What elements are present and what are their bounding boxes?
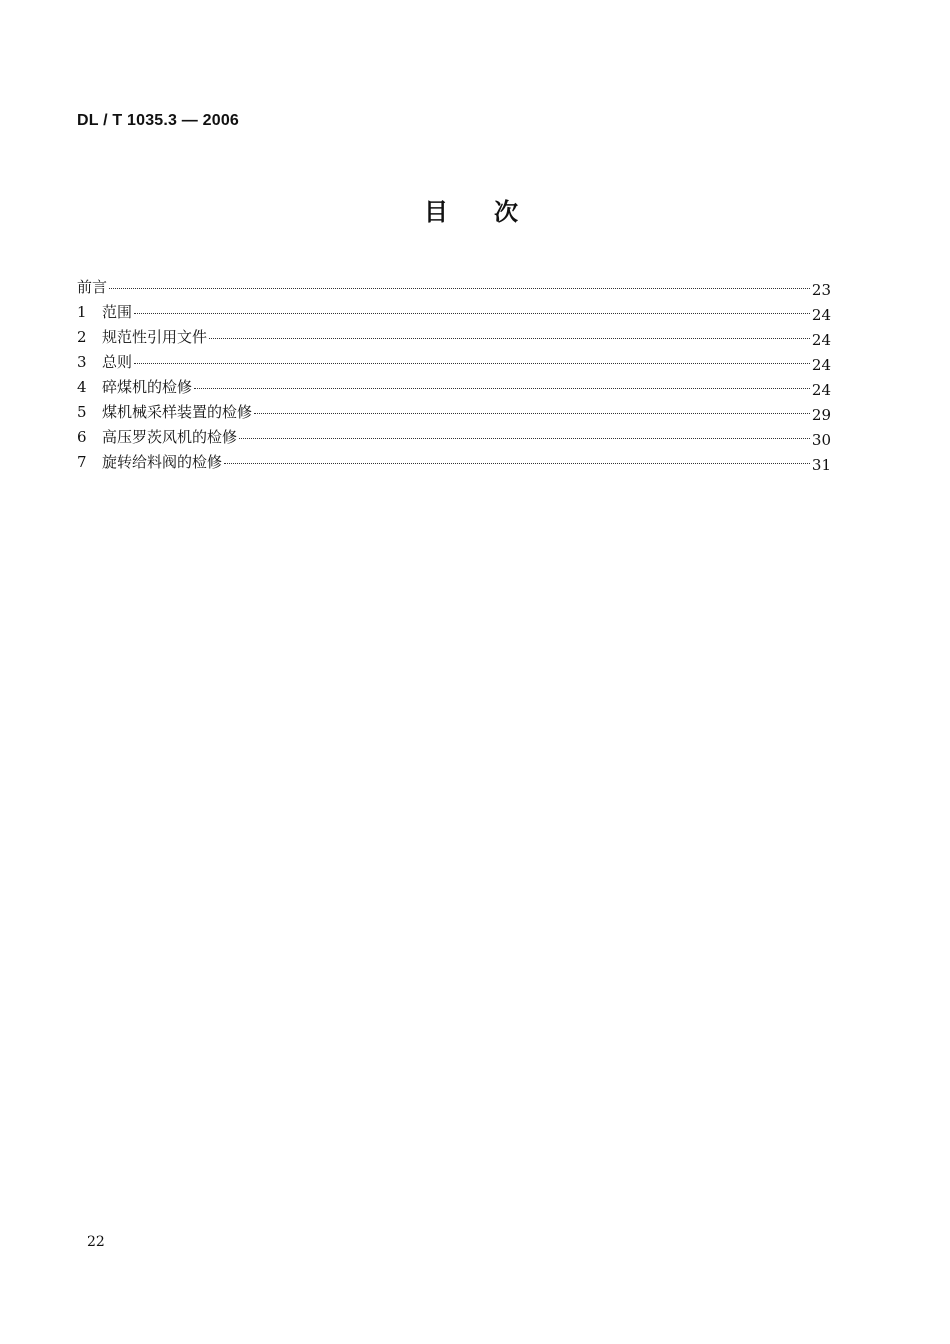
toc-entry-number: 6: [77, 428, 87, 446]
toc-entry-label: 范围: [102, 303, 133, 321]
toc-leader-dots: [194, 388, 810, 389]
toc-entry-number: 3: [77, 353, 87, 371]
toc-entry-1[interactable]: [77, 301, 831, 326]
toc-entry-label: 前言: [77, 278, 108, 296]
toc-entry-page: 30: [811, 431, 831, 449]
toc-entry-7[interactable]: [77, 451, 831, 476]
toc-leader-dots: [224, 463, 810, 464]
toc-leader-dots: [109, 288, 810, 289]
toc-entry-label: 旋转给料阀的检修: [102, 453, 223, 471]
toc-leader-dots: [134, 313, 810, 314]
toc-entry-page: 24: [811, 356, 831, 374]
toc-entry-page: 29: [811, 406, 831, 424]
toc-entry-page: 24: [811, 331, 831, 349]
toc-entry-number: 5: [77, 403, 87, 421]
toc-leader-dots: [134, 363, 810, 364]
toc-leader-dots: [209, 338, 810, 339]
page-number: 22: [87, 1234, 105, 1250]
toc-entry-page: 31: [811, 456, 831, 474]
toc-entry-label: 规范性引用文件: [102, 328, 208, 346]
table-of-contents: [77, 276, 831, 476]
toc-entry-5[interactable]: [77, 401, 831, 426]
toc-entry-label: 碎煤机的检修: [102, 378, 193, 396]
toc-entry-page: 24: [811, 306, 831, 324]
toc-entry-number: 1: [77, 303, 87, 321]
toc-entry-3[interactable]: [77, 351, 831, 376]
toc-entry-number: 2: [77, 328, 87, 346]
toc-entry-2[interactable]: [77, 326, 831, 351]
toc-leader-dots: [239, 438, 810, 439]
toc-entry-4[interactable]: [77, 376, 831, 401]
toc-entry-page: 24: [811, 381, 831, 399]
toc-entry-label: 煤机械采样装置的检修: [102, 403, 253, 421]
toc-entry-label: 总则: [102, 353, 133, 371]
toc-entry-6[interactable]: [77, 426, 831, 451]
toc-entry-preface[interactable]: [77, 276, 831, 301]
page-title: 目次: [424, 198, 564, 226]
toc-entry-number: 7: [77, 453, 87, 471]
toc-entry-number: 4: [77, 378, 87, 396]
document-code: DL / T 1035.3 — 2006: [77, 112, 240, 129]
toc-entry-page: 23: [811, 281, 831, 299]
toc-entry-label: 高压罗茨风机的检修: [102, 428, 238, 446]
toc-leader-dots: [254, 413, 810, 414]
